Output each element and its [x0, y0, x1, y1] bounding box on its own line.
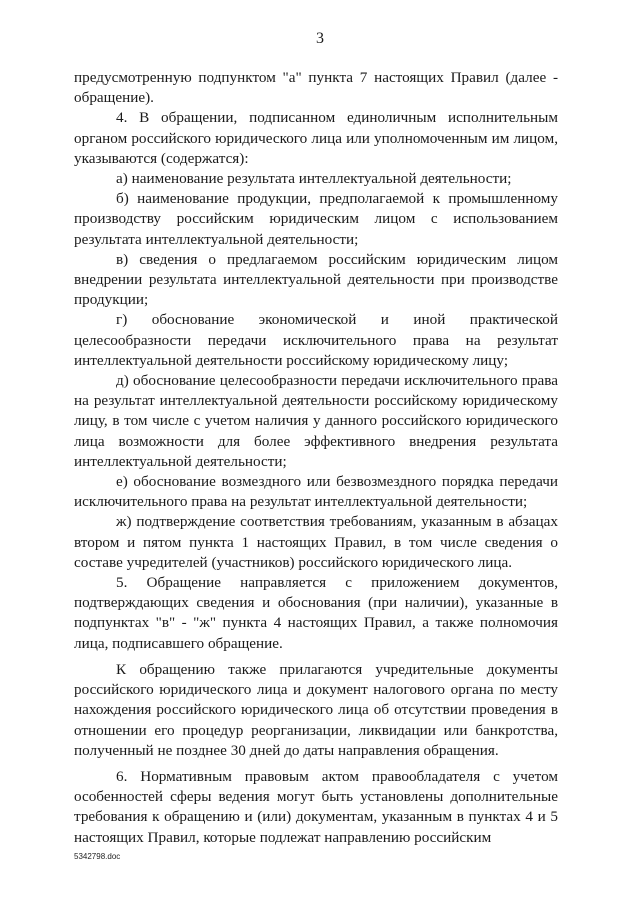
paragraph: д) обоснование целесообразности передачи исключительного права на результат интеллектуальной деятельности российскому юридическому лицу, в том числе с учетом наличия у данного российского юридического лица возможности для более эффективного внедрения результата интеллектуальной деятельности;	[74, 372, 558, 470]
paragraph: б) наименование продукции, предполагаемой к промышленному производству российским юридическим лицом с использованием результата интеллектуальной деятельности;	[74, 190, 558, 248]
paragraph: в) сведения о предлагаемом российским юридическим лицом внедрении результата интеллектуальной деятельности при производстве продукции;	[74, 250, 558, 309]
paragraph: ж) подтверждение соответствия требованиям, указанным в абзацах втором и пятом пункта 1 настоящих Правил, в том числе сведения о составе учредителей (участников) российского юридического лица.	[74, 513, 558, 571]
document-body	[74, 68, 558, 848]
paragraph: 6. Нормативным правовым актом правообладателя с учетом особенностей сферы ведения могут быть установлены дополнительные требования к обращению и (или) документам, указанным в пунктах 4 и 5 настоящих Правил, которые подлежат направлению российским	[74, 767, 558, 846]
paragraph: 5. Обращение направляется с приложением документов, подтверждающих сведения и обоснования (при наличии), указанные в подпунктах "в" - "ж" пункта 4 настоящих Правил, а также полномочия лица, подписавшего обращение.	[74, 574, 558, 652]
page-number: 3	[316, 30, 324, 47]
paragraph: 4. В обращении, подписанном единоличным исполнительным органом российского юридического лица или уполномоченным им лицом, указываются (содержатся):	[74, 109, 558, 167]
paragraph: К обращению также прилагаются учредительные документы российского юридического лица и документ налогового органа по месту нахождения российского юридического лица об отсутствии проведения в отношении его процедур реорганизации, ликвидации или банкротства, полученный не позднее 30 дней до даты направления обращения.	[74, 660, 558, 759]
footer-file-name: 5342798.doc	[74, 852, 121, 861]
paragraph: е) обоснование возмездного или безвозмездного порядка передачи исключительного права на результат интеллектуальной деятельности;	[74, 473, 558, 511]
paragraph: г) обоснование экономической и иной практической целесообразности передачи исключительного права на результат интеллектуальной деятельности российскому юридическому лицу;	[74, 311, 558, 369]
paragraph: предусмотренную подпунктом "а" пункта 7 настоящих Правил (далее - обращение).	[74, 69, 558, 107]
paragraph: а) наименование результата интеллектуальной деятельности;	[116, 170, 512, 188]
